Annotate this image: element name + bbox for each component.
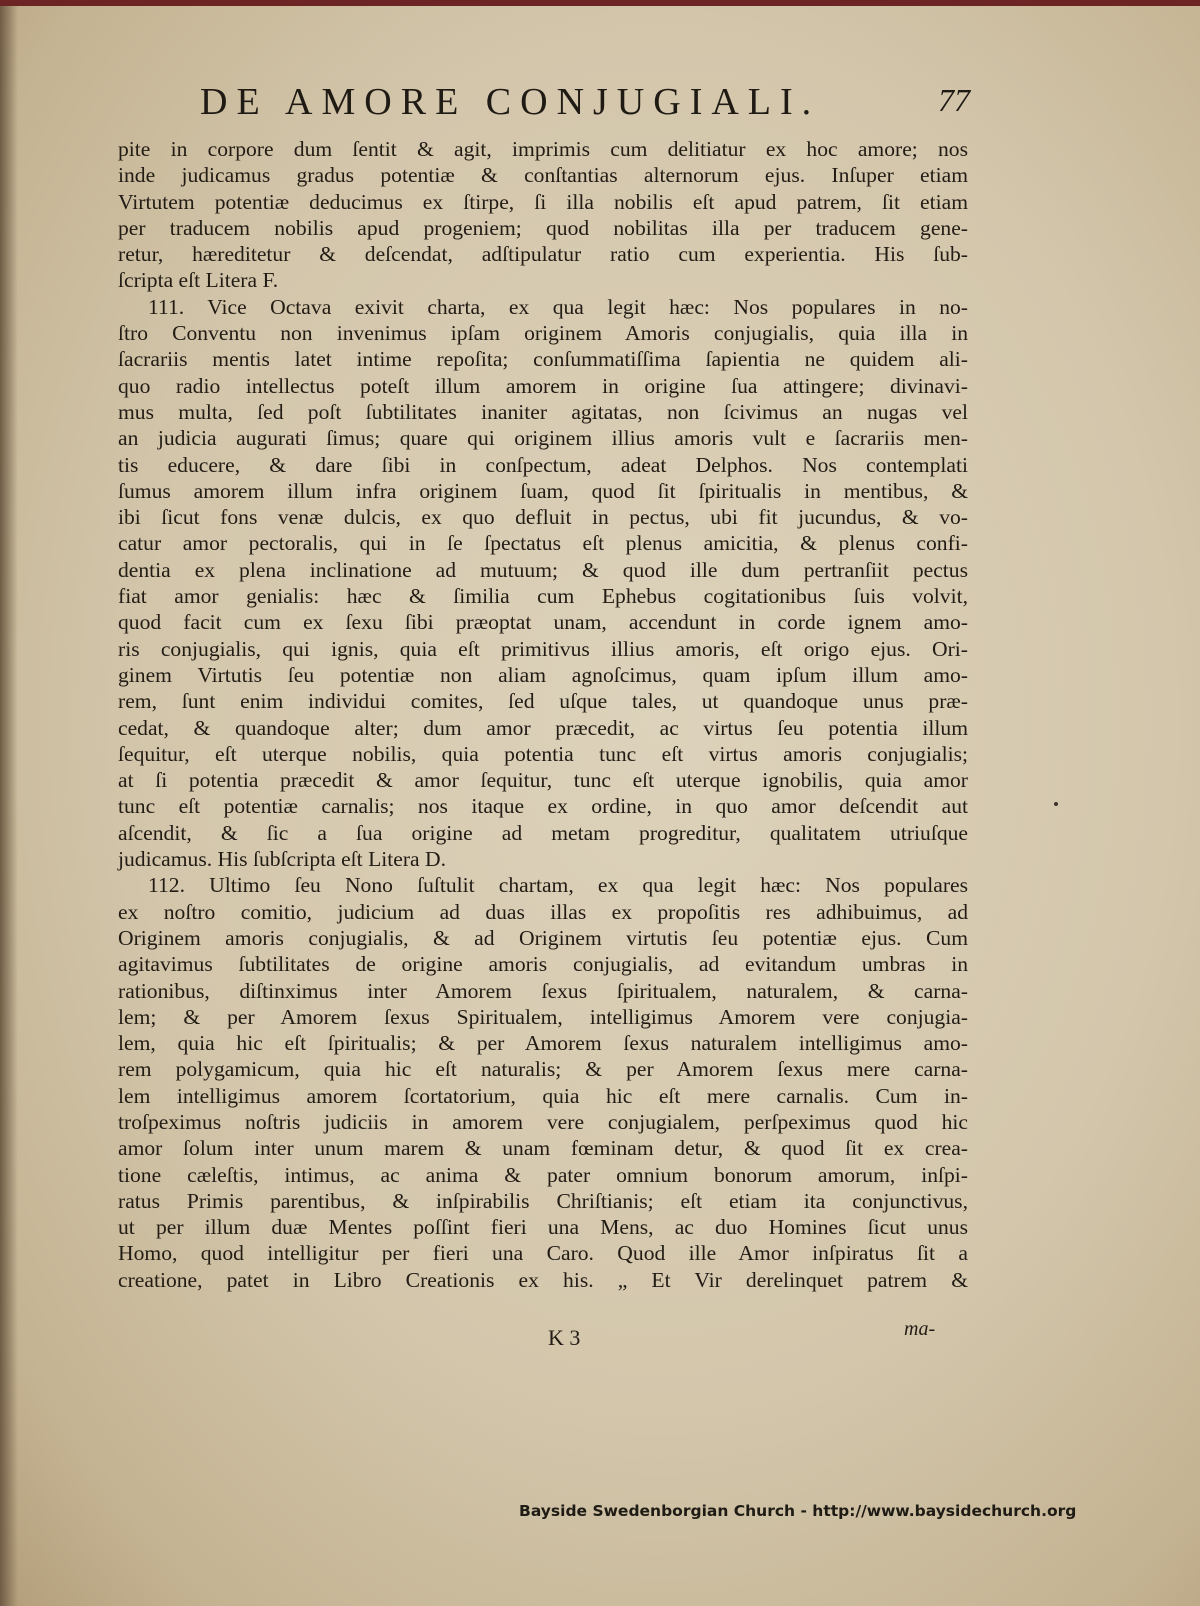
text-line: ſacrariis mentis latet intime repoſita; conſummatiſſima ſapientia ne quidem ali- [118, 347, 968, 372]
text-line: ſcripta eſt Litera F. [118, 268, 279, 293]
text-line: 112. Ultimo ſeu Nono ſuſtulit chartam, ex qua legit hæc: Nos populares [148, 873, 968, 898]
text-line: troſpeximus noſtris judiciis in amorem vere conjugialem, perſpeximus quod hic [118, 1109, 968, 1134]
text-line: retur, hæreditetur & deſcendat, adſtipulatur ratio cum experientia. His ſub- [118, 242, 968, 267]
text-line: judicamus. His ſubſcripta eſt Litera D. [118, 847, 447, 872]
page-header [200, 80, 970, 130]
text-line: amor ſolum inter unum marem & unam fœminam detur, & quod ſit ex crea- [118, 1136, 968, 1161]
text-line: inde judicamus gradus potentiæ & conſtantias alternorum ejus. Inſuper etiam [118, 163, 968, 188]
text-line: dentia ex plena inclinatione ad mutuum; & quod ille dum pertranſiit pectus [118, 557, 968, 582]
text-line: at ſi potentia præcedit & amor ſequitur, tunc eſt uterque ignobilis, quia amor [118, 768, 968, 793]
text-line: an judicia augurati ſimus; quare qui originem illius amoris vult e ſacrariis men- [118, 426, 968, 451]
text-line: tione cæleſtis, intimus, ac anima & pater omnium bonorum amorum, inſpi- [118, 1162, 968, 1187]
text-line: Virtutem potentiæ deducimus ex ſtirpe, ſi illa nobilis eſt apud patrem, ſit etiam [118, 189, 968, 214]
text-line: quod facit cum ex ſexu ſibi præoptat unam, accendunt in corde ignem amo- [118, 610, 968, 635]
text-line: lem, quia hic eſt ſpiritualis; & per Amorem ſexus naturalem intelligimus amo- [118, 1031, 968, 1056]
text-line: creatione, patet in Libro Creationis ex his. „ Et Vir derelinquet patrem & [118, 1267, 968, 1292]
text-line: rem, ſunt enim individui comites, ſed uſque tales, ut quandoque unus præ- [118, 689, 968, 714]
text-line: ginem Virtutis ſeu potentiæ non aliam agnoſcimus, quam ipſum illum amo- [118, 662, 968, 687]
text-line: lem; & per Amorem ſexus Spiritualem, intelligimus Amorem vere conjugia- [118, 1004, 968, 1029]
text-line: per traducem nobilis apud progeniem; quod nobilitas illa per traducem gene- [118, 215, 968, 240]
text-line: tis educere, & dare ſibi in conſpectum, adeat Delphos. Nos contemplati [118, 452, 968, 477]
text-line: pite in corpore dum ſentit & agit, imprimis cum delitiatur ex hoc amore; nos [118, 137, 968, 161]
text-line: ſumus amorem illum infra originem ſuam, quod ſit ſpiritualis in mentibus, & [118, 478, 968, 503]
text-line: aſcendit, & ſic a ſua origine ad metam progreditur, qualitatem utriuſque [118, 820, 968, 845]
text-line: lem intelligimus amorem ſcortatorium, quia hic eſt mere carnalis. Cum in- [118, 1083, 968, 1108]
text-line: Homo, quod intelligitur per fieri una Caro. Quod ille Amor inſpiratus ſit a [118, 1241, 968, 1266]
text-line: ut per illum duæ Mentes poſſint fieri una Mens, ac duo Homines ſicut unus [118, 1215, 968, 1240]
catchword: ma- [904, 1318, 936, 1340]
text-line: ex noſtro comitio, judicium ad duas illas ex propoſitis res adhibuimus, ad [118, 899, 968, 924]
text-line: rationibus, diſtinximus inter Amorem ſexus ſpiritualem, naturalem, & carna- [118, 978, 968, 1003]
running-title: DE AMORE CONJUGIALI. [200, 81, 821, 123]
signature-mark: K 3 [548, 1325, 581, 1350]
text-line: Originem amoris conjugialis, & ad Originem virtutis ſeu potentiæ ejus. Cum [118, 925, 968, 950]
text-line: fiat amor genialis: hæc & ſimilia cum Ephebus cogitationibus ſuis volvit, [118, 584, 968, 609]
text-line: mus multa, ſed poſt ſubtilitates inaniter agitatas, non ſcivimus an nugas vel [118, 399, 968, 424]
text-line: agitavimus ſubtilitates de origine amoris conjugialis, ad evitandum umbras in [118, 952, 968, 977]
credit-line: Bayside Swedenborgian Church - http://www.baysidechurch.org [519, 1502, 1077, 1520]
text-line: tunc eſt potentiæ carnalis; nos itaque ex ordine, in quo amor deſcendit aut [118, 794, 968, 819]
page-number: 77 [938, 82, 970, 118]
text-line: 111. Vice Octava exivit charta, ex qua legit hæc: Nos populares in no- [148, 294, 968, 319]
text-line: ratus Primis parentibus, & inſpirabilis Chriſtianis; eſt etiam ita conjunctivus, [118, 1188, 968, 1213]
text-line: cedat, & quandoque alter; dum amor præcedit, ac virtus ſeu potentia illum [118, 715, 968, 740]
text-line: ibi ſicut fons venæ dulcis, ex quo defluit in pectus, ubi fit jucundus, & vo- [118, 505, 968, 530]
text-line: quo radio intellectus poteſt illum amorem in origine ſua attingere; divinavi- [118, 373, 968, 398]
ink-speck [1054, 802, 1058, 806]
text-line: rem polygamicum, quia hic eſt naturalis; & per Amorem ſexus mere carna- [118, 1057, 968, 1082]
page-top-edge [0, 0, 1200, 6]
text-line: ſequitur, eſt uterque nobilis, quia potentia tunc eſt virtus amoris conjugialis; [118, 741, 968, 766]
text-line: ſtro Conventu non invenimus ipſam originem Amoris conjugialis, quia illa in [118, 321, 968, 346]
text-line: ris conjugialis, qui ignis, quia eſt primitivus illius amoris, eſt origo ejus. Ori- [118, 636, 968, 661]
text-line: catur amor pectoralis, qui in ſe ſpectatus eſt plenus amicitia, & plenus confi- [118, 531, 968, 556]
body-text [118, 136, 968, 1293]
